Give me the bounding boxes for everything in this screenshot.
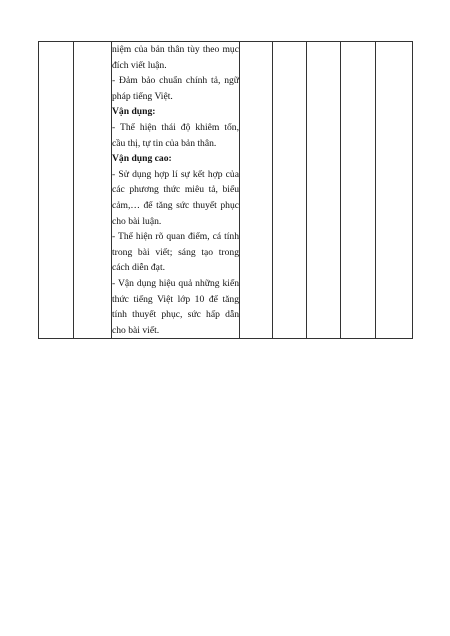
empty-cell-5 — [273, 42, 307, 339]
requirements-cell — [112, 42, 240, 339]
content-line: - Đảm bảo chuẩn chính tả, ngữ pháp tiếng Việt. — [112, 75, 239, 102]
section-heading-van-dung-cao: Vận dụng cao: — [112, 153, 172, 165]
assessment-table — [38, 41, 413, 339]
content-line: - Sử dụng hợp lí sự kết hợp của các phương thức miêu tả, biểu cảm,… để tăng sức thuyết phục cho bài luận. — [112, 168, 239, 227]
content-line: - Thể hiện thái độ khiêm tốn, cầu thị, tự tin của bản thân. — [112, 121, 239, 149]
empty-cell-4 — [240, 42, 273, 339]
empty-cell-8 — [376, 42, 413, 339]
content-line: niệm của bản thân tùy theo mục đích viết luận. — [112, 44, 239, 71]
empty-cell-6 — [307, 42, 341, 339]
content-line: - Thể hiện rõ quan điểm, cá tính trong bài viết; sáng tạo trong cách diễn đạt. — [112, 231, 239, 274]
content-line: - Vận dụng hiệu quả những kiến thức tiếng Việt lớp 10 để tăng tính thuyết phục, sức hấp dẫn cho bài viết. — [112, 277, 239, 336]
empty-cell-2 — [74, 42, 112, 339]
empty-cell-7 — [341, 42, 376, 339]
table-row — [39, 42, 413, 339]
section-heading-van-dung: Vận dụng: — [112, 106, 156, 118]
empty-cell-1 — [39, 42, 74, 339]
